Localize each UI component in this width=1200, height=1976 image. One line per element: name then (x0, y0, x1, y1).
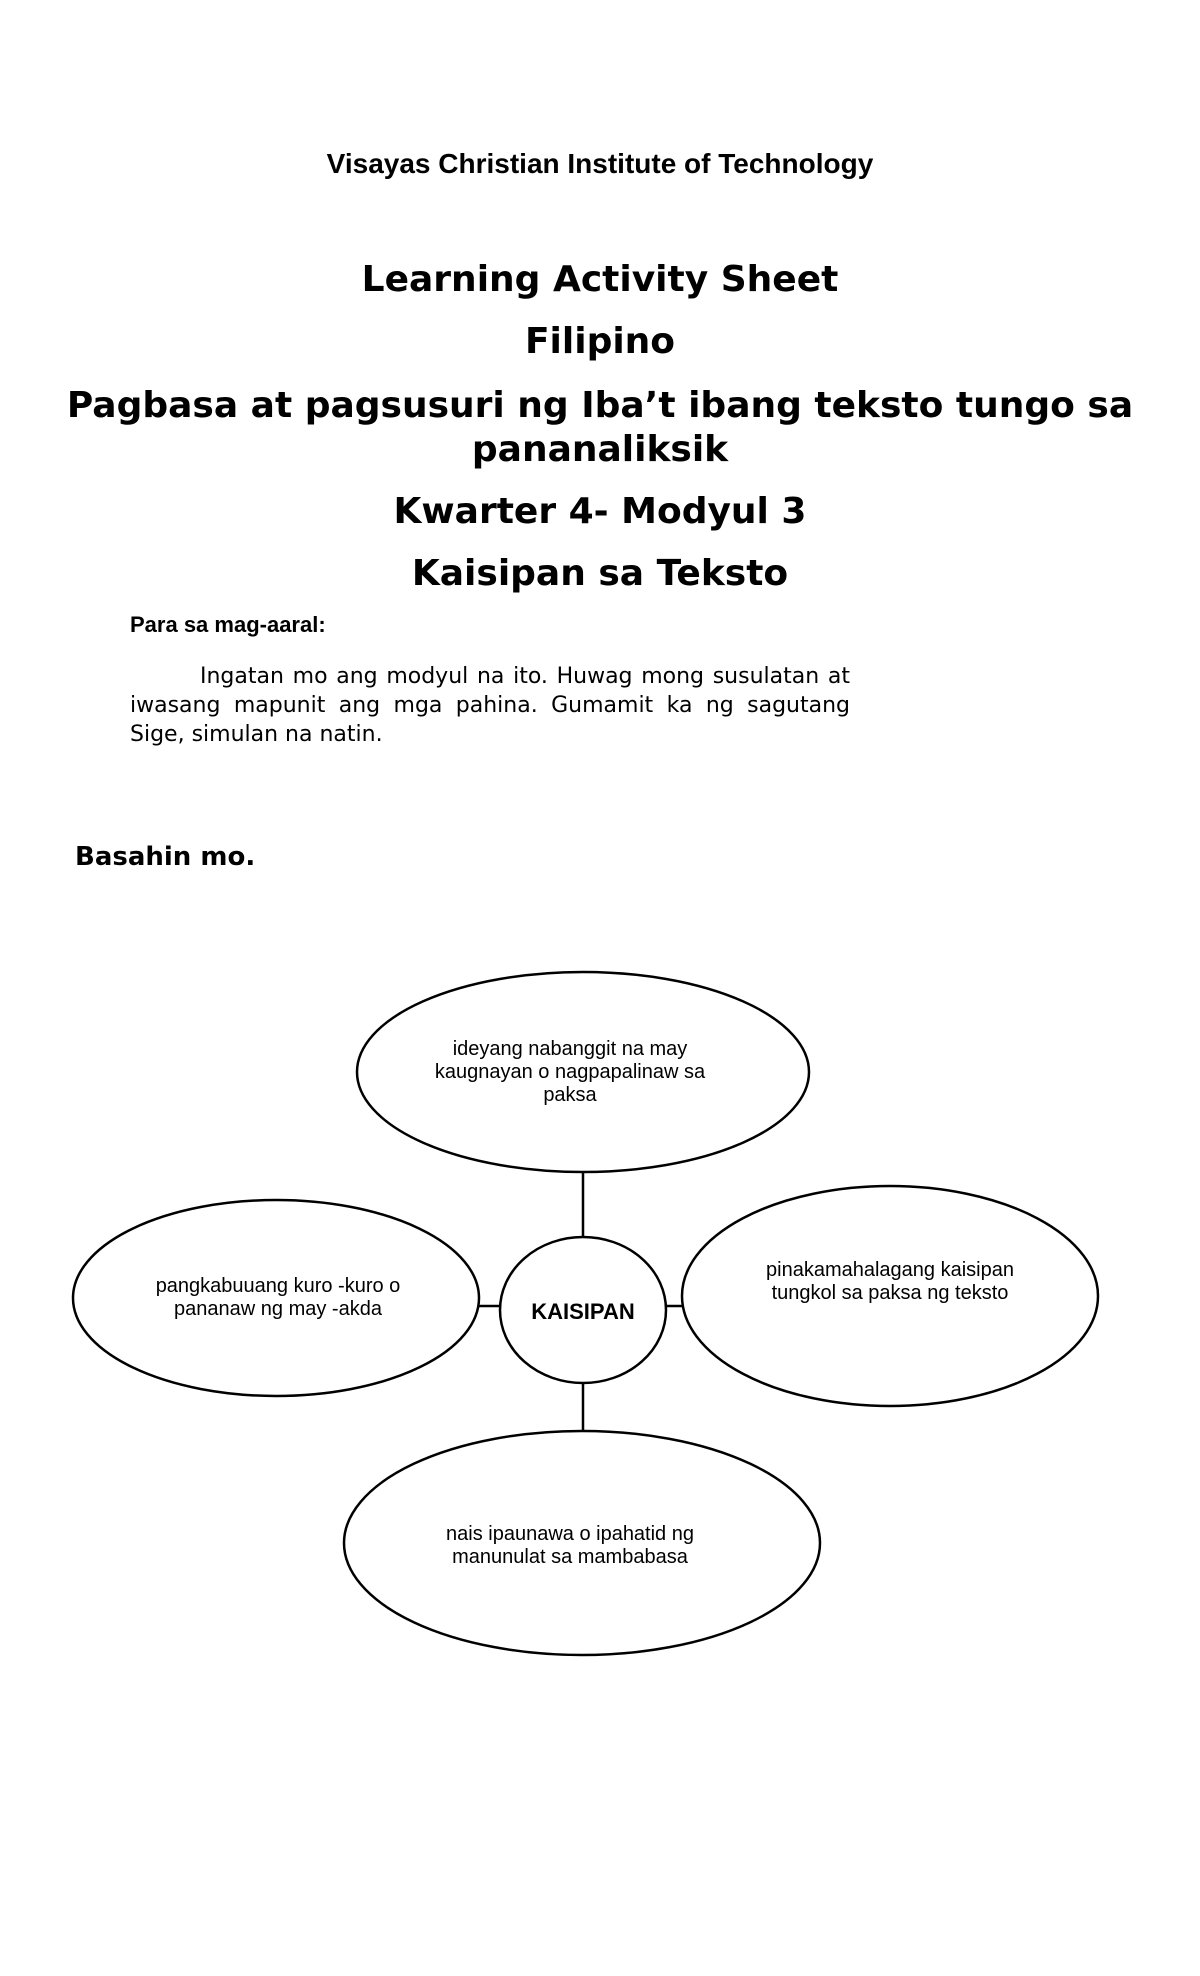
module-title: Kwarter 4- Modyul 3 (393, 491, 807, 532)
section-heading: Basahin mo. (75, 842, 256, 872)
node-left-text: pangkabuuang kuro -kuro o pananaw ng may -akda (155, 1275, 401, 1320)
course-title: Pagbasa at pagsusuri ng Iba’t ibang teksto tungo sa pananaliksik (66, 385, 1134, 470)
node-bottom-text: nais ipaunawa o ipahatid ng manunulat sa mambabasa (446, 1523, 694, 1568)
node-top-text: ideyang nabanggit na may kaugnayan o nagpapalinaw sa paksa (434, 1038, 706, 1106)
intro-text: Ingatan mo ang modyul na ito. Huwag mong susulatan at iwasang mapunit ang mga pahina. Gumamit ka ng sagutang Sige, simulan na natin. (130, 664, 850, 747)
center-node-label: KAISIPAN (531, 1299, 635, 1324)
node-right-text: pinakamahalagang kaisipan tungkol sa paksa ng teksto (766, 1259, 1014, 1304)
topic-title: Kaisipan sa Teksto (411, 553, 789, 594)
intro-label: Para sa mag-aaral: (130, 612, 326, 637)
subject-title: Filipino (524, 321, 676, 362)
page-title: Learning Activity Sheet (361, 259, 839, 300)
institute-name: Visayas Christian Institute of Technology (326, 148, 874, 179)
